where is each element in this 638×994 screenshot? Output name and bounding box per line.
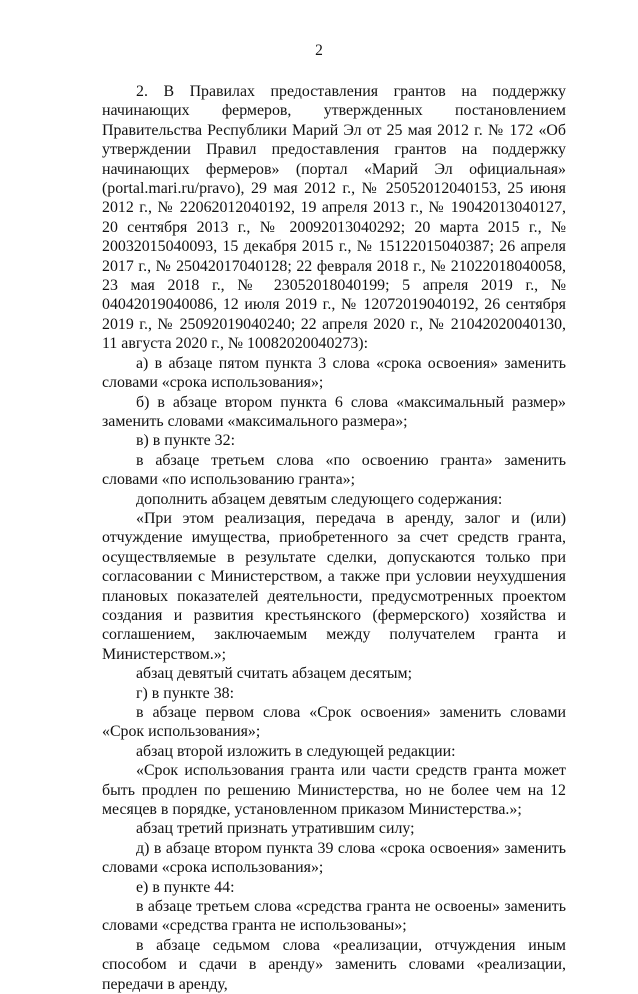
paragraph-item-b: б) в абзаце втором пункта 6 слова «максимальный размер» заменить словами «максимального размера»; xyxy=(102,393,566,430)
paragraph-item-a: а) в абзаце пятом пункта 3 слова «срока освоения» заменить словами «срока использования»; xyxy=(102,354,566,392)
document-body xyxy=(102,82,566,994)
paragraph-quoted-new-text: «Срок использования гранта или части средств гранта может быть продлен по решению Министерства, но не более чем на 12 месяцев в порядке, установленном приказом Министерства.»; xyxy=(102,762,566,819)
paragraph-renumber-abzac: абзац девятый считать абзацем десятым; xyxy=(136,665,412,683)
paragraph-item-d: д) в абзаце втором пункта 39 слова «срока освоения» заменить словами «срока использования»; xyxy=(102,839,566,877)
paragraph-item-g: г) в пункте 38: xyxy=(136,684,234,702)
paragraph-amendment-intro: 2. В Правилах предоставления грантов на поддержку начинающих фермеров, утвержденных постановлением Правительства Республики Марий Эл от 25 мая 2012 г. № 172 «Об утверждении Правил предоставления грантов на поддержку начинающих фермеров» (портал «Марий Эл официальная» (portal.mari.ru/pravo), 29 мая 2012 г., № 25052012040153, 25 июня 2012 г., № 22062012040192, 19 апреля 2013 г., № 19042013040127, 20 сентября 2013 г., № 20092013040292; 20 марта 2015 г., № 20032015040093, 15 декабря 2015 г., № 15122015040387; 26 апреля 2017 г., № 25042017040128; 22 февраля 2018 г., № 21022018040058, 23 мая 2018 г., № 23052018040199; 5 апреля 2019 г., № 04042019040086, 12 июля 2019 г., № 12072019040192, 26 сентября 2019 г., № 25092019040240; 22 апреля 2020 г., № 21042020040130, 11 августа 2020 г., № 10082020040273): xyxy=(102,83,566,353)
paragraph-item-e-abzac-3: в абзаце третьем слова «средства гранта не освоены» заменить словами «средства гранта не использованы»; xyxy=(102,898,566,935)
paragraph-item-v-abzac-3: в абзаце третьем слова «по освоению гранта» заменить словами «по использованию гранта»; xyxy=(102,451,566,489)
paragraph-item-v: в) в пункте 32: xyxy=(136,432,235,450)
page-number: 2 xyxy=(315,42,323,59)
paragraph-item-g-abzac-2: абзац второй изложить в следующей редакции: xyxy=(136,742,456,760)
paragraph-quoted-abzac-9: «При этом реализация, передача в аренду, залог и (или) отчуждение имущества, приобретенного за счет средств гранта, осуществляемые в результате сделки, допускаются только при согласовании с Министерством, а также при условии неухудшения плановых показателей деятельности, предусмотренных проектом создания и развития крестьянского (фермерского) хозяйства и соглашением, заключаемым между получателем гранта и Министерством.»; xyxy=(102,509,566,663)
paragraph-item-g-abzac-1: в абзаце первом слова «Срок освоения» заменить словами «Срок использования»; xyxy=(102,704,566,741)
paragraph-item-e-abzac-7: в абзаце седьмом слова «реализации, отчуждения иным способом и сдачи в аренду» заменить словами «реализации, передачи в аренду, xyxy=(102,936,566,993)
paragraph-item-v-add-abzac-9: дополнить абзацем девятым следующего содержания: xyxy=(136,490,503,508)
paragraph-item-g-abzac-3: абзац третий признать утратившим силу; xyxy=(136,820,415,838)
paragraph-item-e: е) в пункте 44: xyxy=(136,878,235,896)
